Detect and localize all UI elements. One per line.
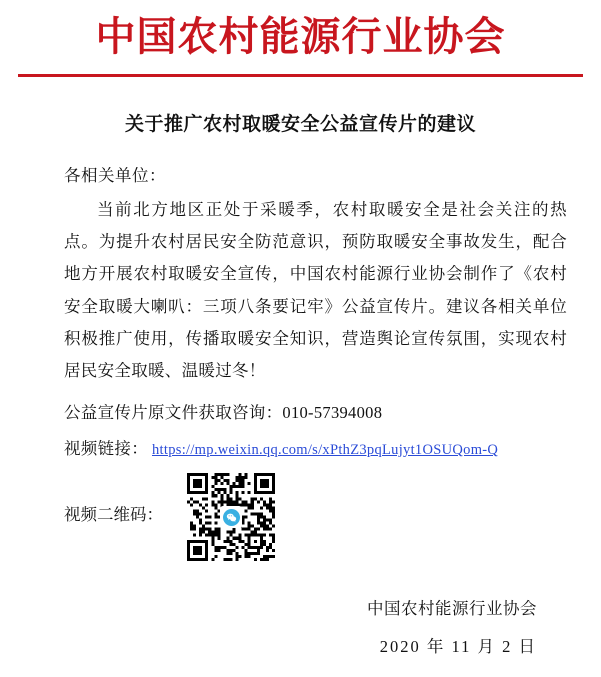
video-link-url[interactable]: https://mp.weixin.qq.com/s/xPthZ3pqLujyt1OSUQom-Q [152, 442, 499, 459]
signature-date: 2020 年 11 月 2 日 [379, 637, 537, 657]
letterhead [0, 0, 601, 77]
wechat-icon [223, 509, 240, 526]
qr-row [64, 473, 573, 561]
qr-center-logo [220, 506, 242, 528]
letterhead-organization-title: 中国农村能源行业协会 [95, 14, 506, 59]
document-title: 关于推广农村取暖安全公益宣传片的建议 [124, 114, 476, 135]
qr-code-image [187, 473, 275, 561]
document-body [0, 109, 601, 657]
signature-organization: 中国农村能源行业协会 [367, 599, 537, 619]
salutation: 各相关单位： [64, 166, 166, 185]
video-link-row [64, 435, 573, 459]
qr-label: 视频二维码： [64, 505, 163, 525]
letterhead-divider [18, 74, 583, 77]
video-link-label: 视频链接： [64, 439, 148, 459]
body-paragraph: 当前北方地区正处于采暖季，农村取暖安全是社会关注的热点。为提升农村居民安全防范意识，预防取暖安全事故发生，配合地方开展农村取暖安全宣传，中国农村能源行业协会制作了《农村安全取暖大喇叭：三项八条要记牢》公益宣传片。建议各相关单位积极推广使用，传播取暖安全知识，营造舆论宣传氛围，实现农村居民安全取暖、温暖过冬！ [64, 200, 567, 380]
contact-line: 公益宣传片原文件获取咨询：010-57394008 [64, 403, 383, 423]
signature-block [28, 595, 573, 657]
